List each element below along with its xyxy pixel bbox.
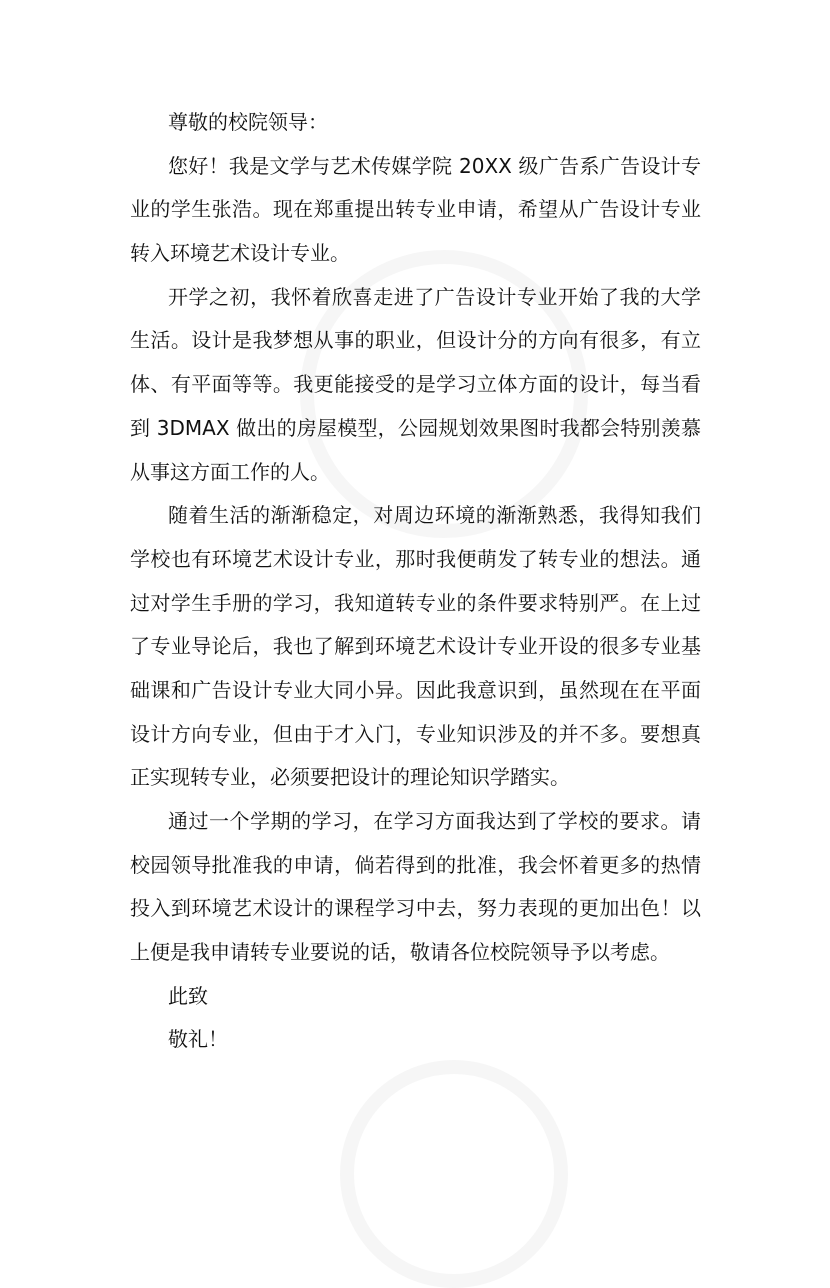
paragraph-line: 生活。设计是我梦想从事的职业，但设计分的方向有很多，有立 [130,328,701,353]
paragraph-line: 础课和广告设计专业大同小异。因此我意识到，虽然现在在平面 [130,677,701,702]
paragraph-line: 投入到环境艺术设计的课程学习中去，努力表现的更加出色！以 [130,896,701,921]
paragraph-line: 转入环境艺术设计专业。 [130,241,350,266]
paragraph-line: 从事这方面工作的人。 [130,459,330,484]
paragraph-line: 体、有平面等等。我更能接受的是学习立体方面的设计，每当看 [130,372,701,397]
closing-jingli: 敬礼！ [168,1027,228,1052]
paragraph-line: 您好！我是文学与艺术传媒学院 20XX 级广告系广告设计专 [168,153,701,178]
paragraph-1 [130,145,701,276]
paragraph-line: 正实现转专业，必须要把设计的理论知识学踏实。 [130,765,570,790]
paragraph-line: 学校也有环境艺术设计专业，那时我便萌发了转专业的想法。通 [130,546,701,571]
paragraph-line: 随着生活的渐渐稳定，对周边环境的渐渐熟悉，我得知我们 [168,503,701,528]
closing-cizhi: 此致 [168,983,208,1008]
paragraph-4 [130,800,701,975]
paragraph-line: 开学之初，我怀着欣喜走进了广告设计专业开始了我的大学 [168,284,701,309]
paragraph-line: 过对学生手册的学习，我知道转专业的条件要求特别严。在上过 [130,590,701,615]
paragraph-line: 通过一个学期的学习，在学习方面我达到了学校的要求。请 [168,809,701,833]
paragraph-line: 上便是我申请转专业要说的话，敬请各位校院领导予以考虑。 [130,940,670,965]
paragraph-2 [130,276,701,494]
paragraph-line: 了专业导论后，我也了解到环境艺术设计专业开设的很多专业基 [130,634,701,659]
paragraph-line: 到 3DMAX 做出的房屋模型，公园规划效果图时我都会特别羡慕 [130,415,701,440]
salutation: 尊敬的校院领导： [168,110,328,134]
paragraph-line: 设计方向专业，但由于才入门，专业知识涉及的并不多。要想真 [130,721,701,746]
paragraph-3 [130,494,701,800]
paragraph-line: 业的学生张浩。现在郑重提出转专业申请，希望从广告设计专业 [130,197,701,222]
watermark [340,1060,568,1288]
letter-body [130,101,701,1062]
paragraph-line: 校园领导批准我的申请，倘若得到的批准，我会怀着更多的热情 [130,852,701,877]
